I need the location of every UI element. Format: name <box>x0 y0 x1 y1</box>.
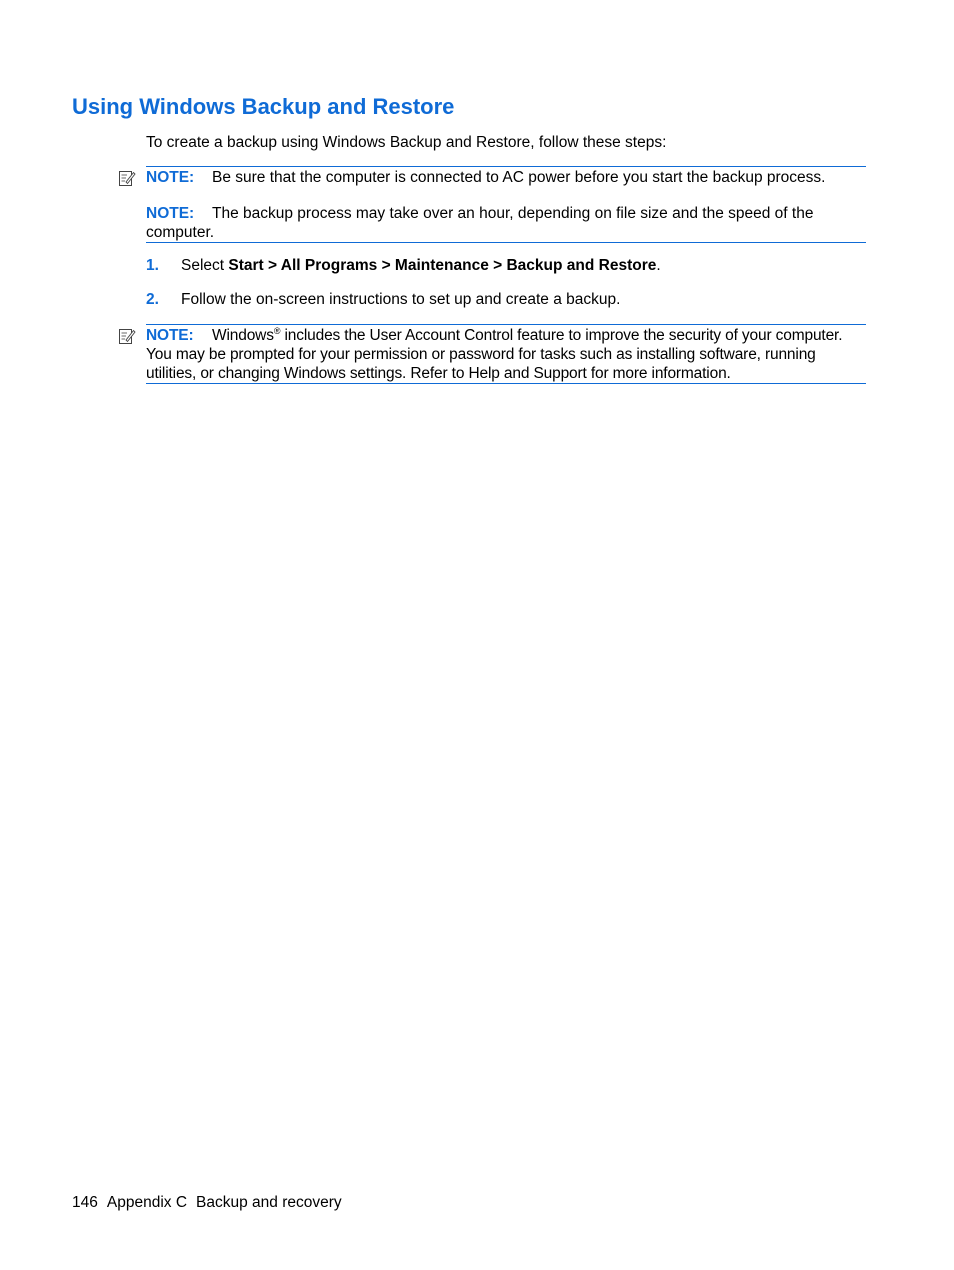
note-uac <box>146 326 868 383</box>
note-pencil-icon <box>118 169 136 187</box>
list-item <box>146 290 866 309</box>
step-text: Follow the on-screen instructions to set up and create a backup. <box>181 291 621 308</box>
step-menu-path: Start > All Programs > Maintenance > Backup and Restore <box>228 257 657 274</box>
note-text: The backup process may take over an hour, depending on file size and the speed of the computer. <box>146 205 814 241</box>
windows-word: Windows <box>212 327 274 344</box>
note-box-uac <box>146 324 866 384</box>
page-footer <box>72 1193 351 1212</box>
page-title: Using Windows Backup and Restore <box>72 94 455 119</box>
note-text: includes the User Account Control feature to improve the security of your computer. You may be prompted for your permission or password for tasks such as installing software, running utilities, or changing Windows settings. Refer to Help and Support for more information. <box>146 327 843 382</box>
intro-text: To create a backup using Windows Backup and Restore, follow these steps: <box>146 134 667 151</box>
step-prefix: Select <box>181 257 229 274</box>
registered-mark: ® <box>273 326 281 336</box>
list-item <box>146 256 866 275</box>
note-label: NOTE: <box>146 169 195 186</box>
page-number: 146 <box>72 1194 98 1211</box>
note-pencil-icon <box>118 327 136 345</box>
note-label: NOTE: <box>146 327 194 344</box>
appendix-label: Appendix C <box>106 1194 188 1211</box>
note-power <box>146 168 825 187</box>
note-duration <box>146 204 846 242</box>
step-number: 2. <box>146 291 159 308</box>
step-number: 1. <box>146 257 159 274</box>
note-text: Be sure that the computer is connected to AC power before you start the backup process. <box>212 169 826 186</box>
note-label: NOTE: <box>146 205 195 222</box>
step-text <box>181 256 661 275</box>
chapter-title: Backup and recovery <box>196 1194 342 1211</box>
note-box-power <box>146 166 866 243</box>
step-suffix: . <box>656 257 661 274</box>
